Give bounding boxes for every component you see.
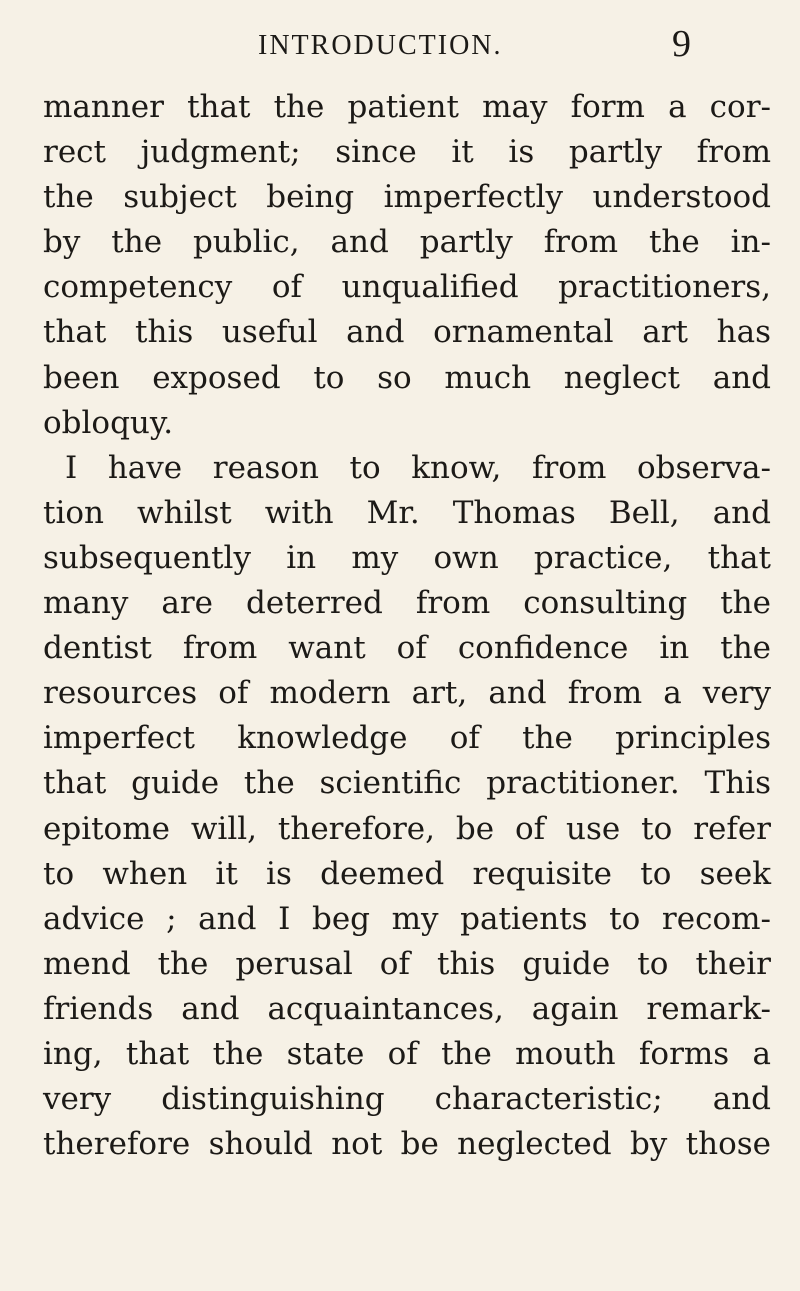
text-line: that this useful and ornamental art has (43, 314, 771, 351)
text-line: very distinguishing characteristic; and (43, 1081, 771, 1118)
text-line: many are deterred from consulting the (43, 585, 771, 622)
text-line: tion whilst with Mr. Thomas Bell, and (43, 494, 771, 531)
text-line: the subject being imperfectly understood (43, 179, 771, 216)
page-number: 9 (672, 23, 691, 65)
text-line: by the public, and partly from the in- (43, 224, 771, 261)
text-line: ing, that the state of the mouth forms a (43, 1035, 771, 1072)
running-header (0, 22, 800, 66)
text-line: mend the perusal of this guide to their (43, 945, 771, 982)
text-line: epitome will, therefore, be of use to refer (43, 810, 771, 847)
text-line: subsequently in my own practice, that (43, 539, 771, 576)
text-line: been exposed to so much neglect and (43, 359, 771, 396)
text-line: that guide the scientific practitioner. This (43, 765, 771, 802)
text-line: competency of unqualified practitioners, (43, 269, 771, 306)
text-line: therefore should not be neglected by those (43, 1126, 771, 1163)
body-text (43, 85, 771, 1167)
paragraph-1 (43, 85, 771, 446)
text-line: rect judgment; since it is partly from (43, 134, 771, 171)
text-line: imperfect knowledge of the principles (43, 720, 771, 757)
paragraph-2 (43, 446, 771, 1168)
text-line: friends and acquaintances, again remark- (43, 990, 771, 1027)
text-line: resources of modern art, and from a very (43, 675, 771, 712)
text-line: advice ; and I beg my patients to recom- (43, 900, 771, 937)
text-line: to when it is deemed requisite to seek (43, 855, 771, 892)
text-line: I have reason to know, from observa- (65, 449, 771, 486)
text-line: obloquy. (43, 404, 174, 441)
text-line: manner that the patient may form a cor- (43, 89, 771, 125)
text-line: dentist from want of confidence in the (43, 630, 771, 667)
running-title: INTRODUCTION. (258, 30, 503, 61)
